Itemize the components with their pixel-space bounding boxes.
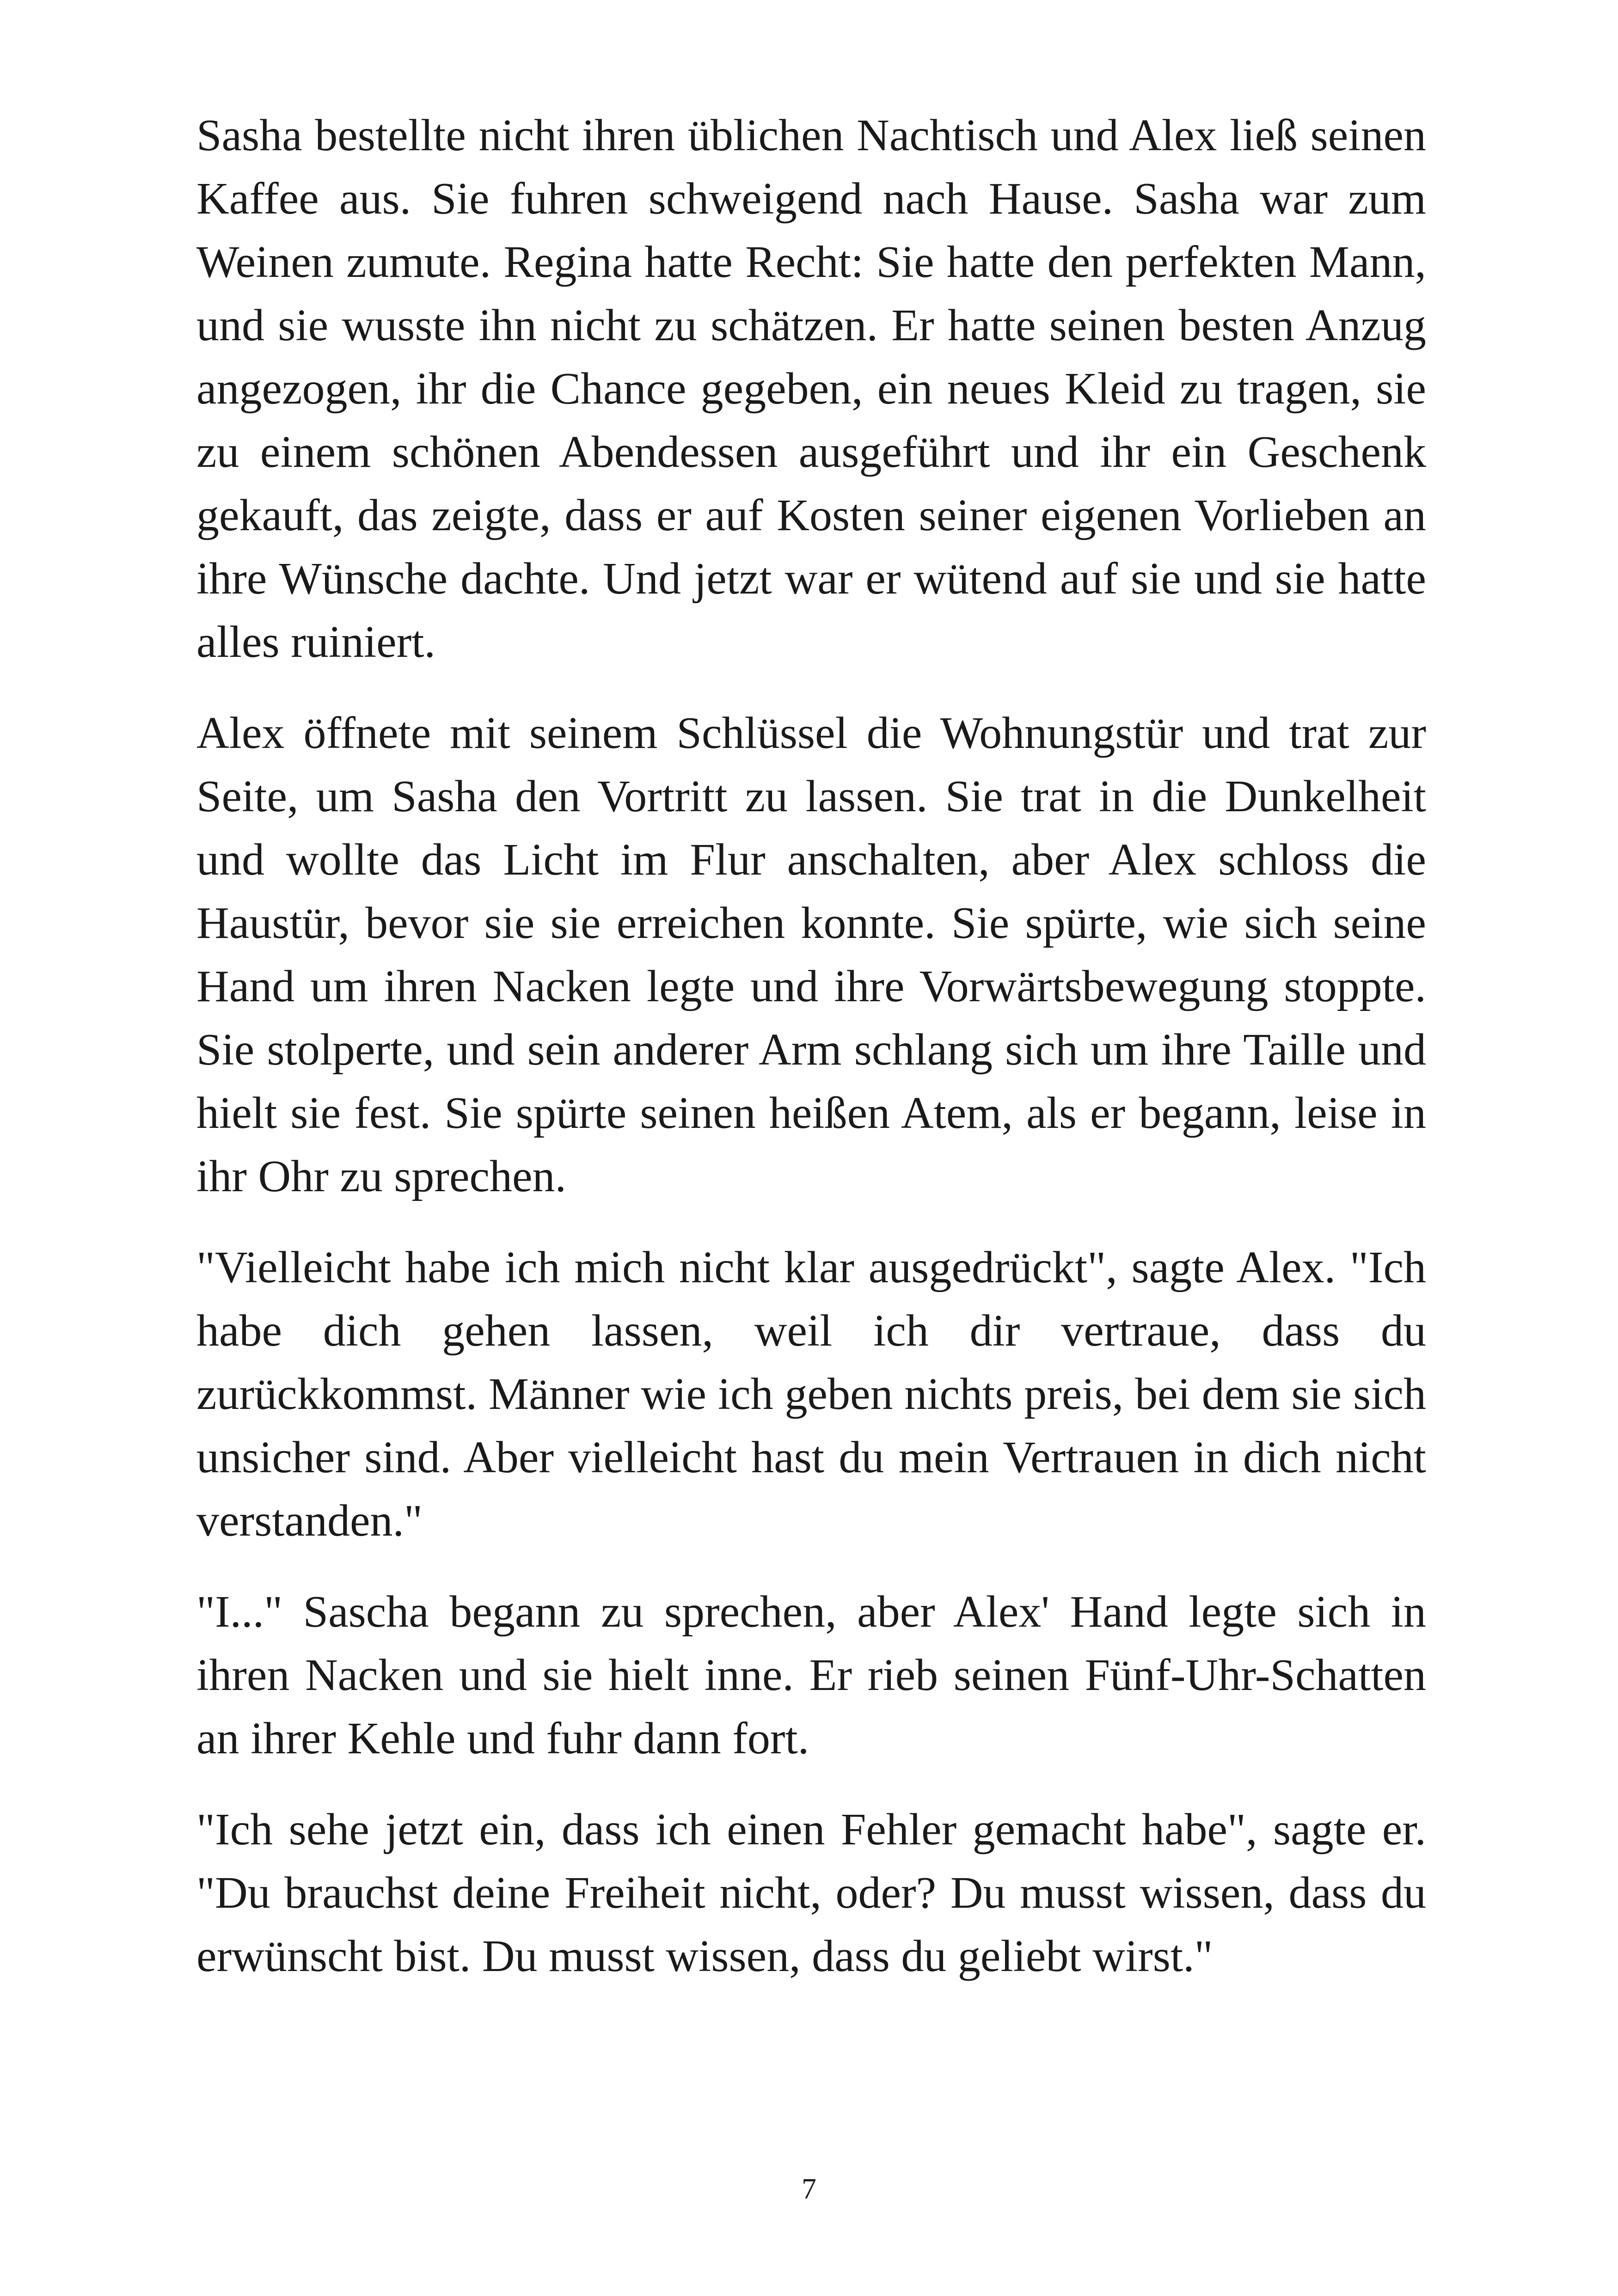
paragraph-5: "Ich sehe jetzt ein, dass ich einen Fehler gemacht habe", sagte er. "Du brauchst deine Freiheit nicht, oder? Du musst wissen, dass du erwünscht bist. Du musst wissen, dass du geliebt wirst." xyxy=(196,1805,1426,1981)
page-number: 7 xyxy=(802,2172,816,2205)
paragraph-4: "I..." Sascha begann zu sprechen, aber Alex' Hand legte sich in ihren Nacken und sie hielt inne. Er rieb seinen Fünf-Uhr-Schatten an ihrer Kehle und fuhr dann fort. xyxy=(196,1587,1426,1763)
paragraph-3: "Vielleicht habe ich mich nicht klar ausgedrückt", sagte Alex. "Ich habe dich gehen lassen, weil ich dir vertraue, dass du zurückkommst. Männer wie ich geben nichts preis, bei dem sie sich unsicher sind. Aber vielleicht hast du mein Vertrauen in dich nicht verstanden." xyxy=(196,1243,1426,1546)
paragraph-2: Alex öffnete mit seinem Schlüssel die Wohnungstür und trat zur Seite, um Sasha den Vortritt zu lassen. Sie trat in die Dunkelheit und wollte das Licht im Flur anschalten, aber Alex schloss die Haustür, bevor sie sie erreichen konnte. Sie spürte, wie sich seine Hand um ihren Nacken legte und ihre Vorwärtsbewegung stoppte. Sie stolperte, und sein anderer Arm schlang sich um ihre Taille und hielt sie fest. Sie spürte seinen heißen Atem, als er begann, leise in ihr Ohr zu sprechen. xyxy=(196,708,1426,1201)
paragraph-1: Sasha bestellte nicht ihren üblichen Nachtisch und Alex ließ seinen Kaffee aus. Sie fuhren schweigend nach Hause. Sasha war zum Weinen zumute. Regina hatte Recht: Sie hatte den perfekten Mann, und sie wusste ihn nicht zu schätzen. Er hatte seinen besten Anzug angezogen, ihr die Chance gegeben, ein neues Kleid zu tragen, sie zu einem schönen Abendessen ausgeführt und ihr ein Geschenk gekauft, das zeigte, dass er auf Kosten seiner eigenen Vorlieben an ihre Wünsche dachte. Und jetzt war er wütend auf sie und sie hatte alles ruiniert. xyxy=(196,110,1426,667)
body-text xyxy=(196,104,1426,2016)
